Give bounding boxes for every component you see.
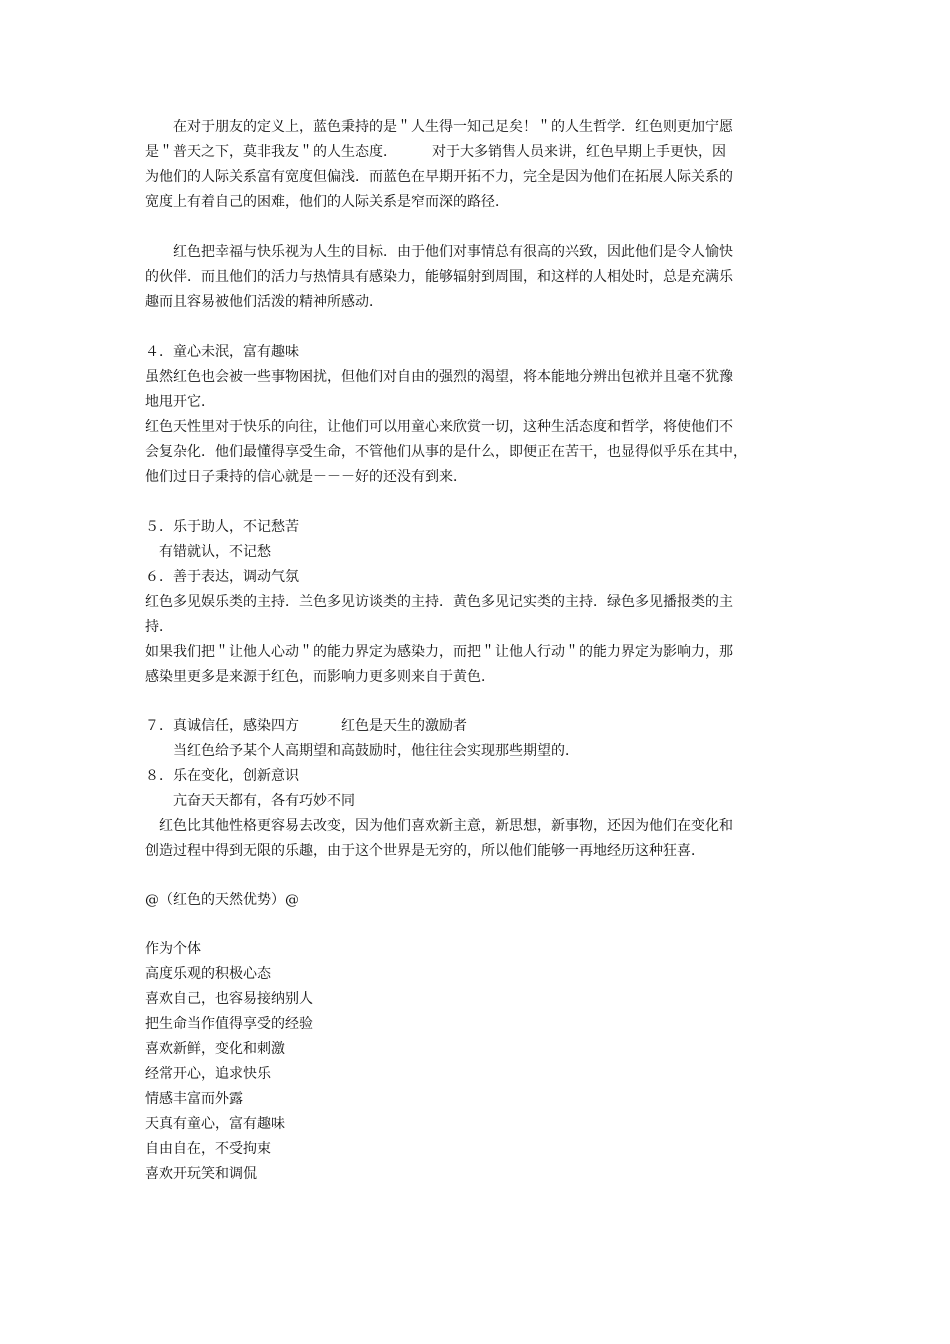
text-line: 红色把幸福与快乐视为人生的目标．由于他们对事情总有很高的兴致，因此他们是令人愉快 — [145, 244, 733, 260]
text-line: 为他们的人际关系富有宽度但偏浅．而蓝色在早期开拓不力，完全是因为他们在拓展人际关系的 — [145, 169, 733, 185]
text-line: 喜欢新鲜，变化和刺激 — [145, 1041, 285, 1057]
text-line: 情感丰富而外露 — [145, 1091, 243, 1107]
text-line: 趣而且容易被他们活泼的精神所感动． — [145, 294, 383, 310]
text-line: 自由自在，不受拘束 — [145, 1141, 271, 1157]
text-line: 宽度上有着自己的困难，他们的人际关系是窄而深的路径． — [145, 194, 509, 210]
text-line: 当红色给予某个人高期望和高鼓励时，他往往会实现那些期望的． — [145, 743, 579, 759]
text-line: 喜欢开玩笑和调侃 — [145, 1166, 257, 1182]
text-line: 创造过程中得到无限的乐趣，由于这个世界是无穷的，所以他们能够一再地经历这种狂喜． — [145, 843, 705, 859]
text-line: 把生命当作值得享受的经验 — [145, 1016, 313, 1032]
text-line: 持． — [145, 619, 173, 635]
text-line: ４．童心未泯，富有趣味 — [145, 344, 299, 360]
text-line: 亢奋天天都有，各有巧妙不同 — [145, 793, 355, 809]
text-line: 在对于朋友的定义上，蓝色秉持的是＂人生得一知己足矣！＂的人生哲学．红色则更加宁愿 — [145, 119, 733, 135]
text-line: 虽然红色也会被一些事物困扰，但他们对自由的强烈的渴望，将本能地分辨出包袱并且毫不犹豫 — [145, 369, 733, 385]
text-line: 有错就认，不记愁 — [145, 544, 271, 560]
text-line: 感染里更多是来源于红色，而影响力更多则来自于黄色． — [145, 669, 495, 685]
text-line: @（红色的天然优势）@ — [145, 892, 299, 908]
text-line: 的伙伴．而且他们的活力与热情具有感染力，能够辐射到周围，和这样的人相处时，总是充满乐 — [145, 269, 733, 285]
text-line: 作为个体 — [145, 941, 201, 957]
text-line: ７．真诚信任，感染四方 红色是天生的激励者 — [145, 718, 467, 734]
text-line: 红色多见娱乐类的主持．兰色多见访谈类的主持．黄色多见记实类的主持．绿色多见播报类的主 — [145, 594, 733, 610]
text-line: ６．善于表达，调动气氛 — [145, 569, 299, 585]
text-line: 天真有童心，富有趣味 — [145, 1116, 285, 1132]
text-line: 经常开心，追求快乐 — [145, 1066, 271, 1082]
text-line: 喜欢自己，也容易接纳别人 — [145, 991, 313, 1007]
text-line: 他们过日子秉持的信心就是－－－好的还没有到来． — [145, 469, 467, 485]
text-line: 红色天性里对于快乐的向往，让他们可以用童心来欣赏一切，这种生活态度和哲学，将使他们不 — [145, 419, 733, 435]
text-line: 是＂普天之下，莫非我友＂的人生态度． 对于大多销售人员来讲，红色早期上手更快，因 — [145, 144, 726, 160]
text-line: 如果我们把＂让他人心动＂的能力界定为感染力，而把＂让他人行动＂的能力界定为影响力，那 — [145, 644, 733, 660]
text-line: 会复杂化．他们最懂得享受生命，不管他们从事的是什么，即便正在苦干，也显得似乎乐在其中， — [145, 444, 747, 460]
text-line: 红色比其他性格更容易去改变，因为他们喜欢新主意，新思想，新事物，还因为他们在变化和 — [145, 818, 733, 834]
text-line: 地甩开它． — [145, 394, 215, 410]
text-line: ５．乐于助人，不记愁苦 — [145, 519, 299, 535]
text-line: ８．乐在变化，创新意识 — [145, 768, 299, 784]
text-line: 高度乐观的积极心态 — [145, 966, 271, 982]
